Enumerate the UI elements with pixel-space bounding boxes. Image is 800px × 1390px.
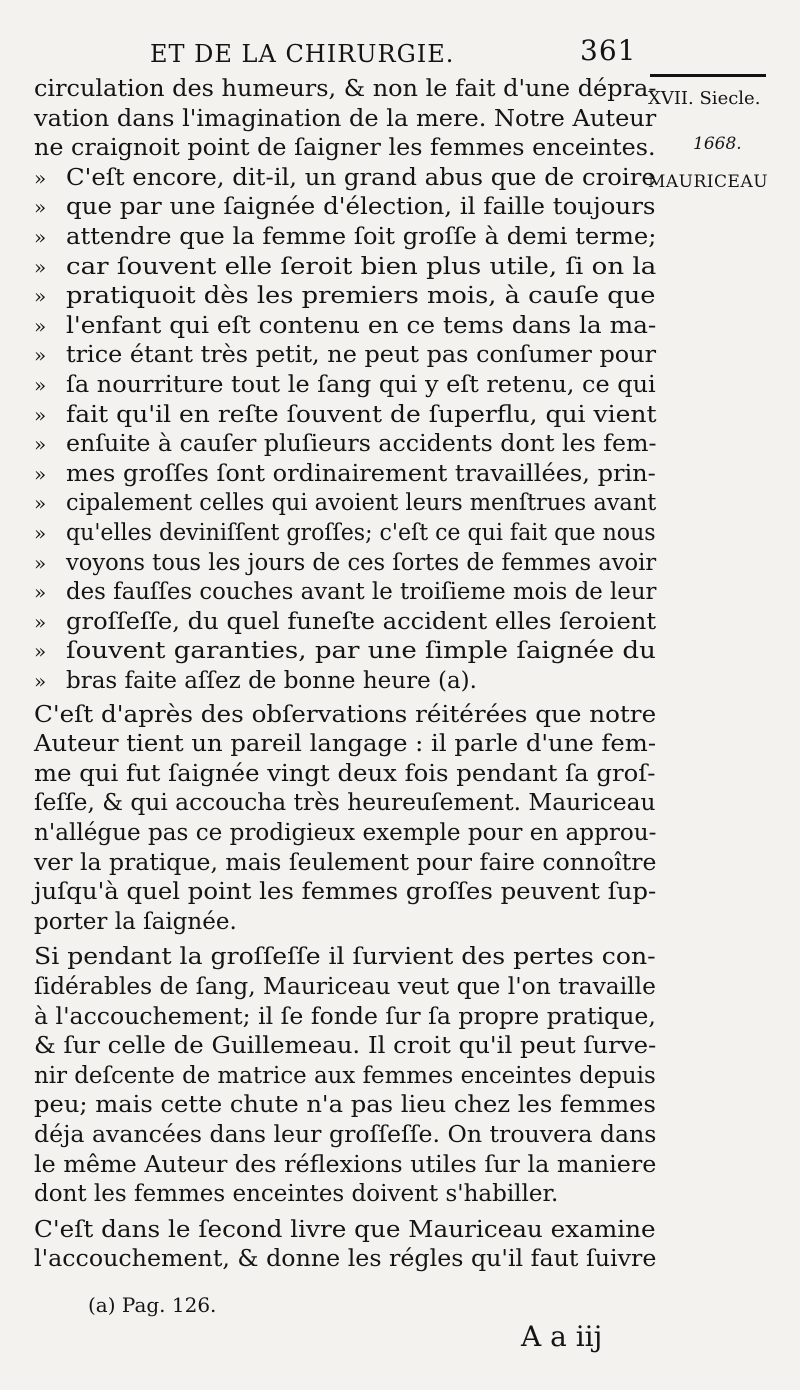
quote-mark: » (34, 461, 47, 486)
line-text: pratiquoit dès les premiers mois, à cauſe que (66, 283, 656, 310)
line-text: nir deſcente de matrice aux femmes enceintes depuis (34, 1062, 656, 1089)
line-text: peu; mais cette chute n'a pas lieu chez les femmes (34, 1092, 656, 1119)
line-text: ſa nourriture tout le ſang qui y eſt retenu, ce qui (66, 372, 656, 398)
text-line (34, 488, 656, 518)
text-line (34, 133, 656, 163)
margin-rule (650, 74, 766, 77)
quote-mark: » (34, 402, 47, 427)
text-line (34, 1002, 656, 1032)
margin-note-name: MAURICEAU (648, 172, 769, 192)
text-line (34, 1090, 656, 1120)
line-text: dont les femmes enceintes doivent s'habiller. (34, 1181, 559, 1208)
line-text: C'eſt encore, dit-il, un grand abus que de croire (66, 164, 656, 191)
line-text: bras faite aſſez de bonne heure (a). (66, 668, 477, 694)
text-line (34, 907, 656, 937)
text-line (34, 548, 656, 578)
text-line (34, 252, 656, 282)
quote-mark: » (34, 639, 47, 664)
text-line (34, 400, 656, 430)
text-line (34, 163, 656, 193)
quote-mark: » (34, 491, 47, 516)
quote-mark: » (34, 669, 47, 693)
margin-note-year: 1668. (693, 134, 742, 154)
text-line (34, 1150, 656, 1180)
running-header (150, 34, 650, 74)
quote-mark: » (34, 550, 47, 575)
text-line (34, 311, 656, 341)
running-title: ET DE LA CHIRURGIE. (150, 40, 455, 68)
quote-mark: » (34, 343, 47, 368)
text-line (34, 1244, 656, 1274)
line-text: C'eſt d'après des obſervations réitérées que notre (34, 701, 657, 728)
line-text: circulation des humeurs, & non le fait d'une dépra- (34, 76, 657, 102)
line-text: vation dans l'imagination de la mere. Notre Auteur (34, 105, 657, 132)
quote-mark: » (34, 284, 47, 309)
line-text: ver la pratique, mais ſeulement pour faire connoître (34, 849, 657, 876)
text-line (34, 700, 656, 730)
line-text: l'accouchement, & donne les régles qu'il faut ſuivre (34, 1246, 657, 1273)
line-text: des fauſſes couches avant le troiſieme mois de leur (66, 579, 657, 606)
quote-mark: » (34, 254, 47, 279)
line-text: ſeſſe, & qui accoucha très heureuſement. Mauriceau (34, 790, 656, 817)
quote-mark: » (34, 373, 47, 397)
line-text: cipalement celles qui avoient leurs menſtrues avant (66, 490, 657, 517)
quote-mark: » (34, 609, 47, 634)
text-line (34, 518, 656, 548)
line-text: juſqu'à quel point les femmes groſſes peuvent ſup- (34, 879, 657, 906)
line-text: porter la ſaignée. (34, 908, 237, 935)
line-text: enſuite à cauſer pluſieurs accidents dont les fem- (66, 431, 657, 458)
text-line (34, 666, 656, 696)
text-line (34, 636, 656, 666)
text-line (34, 729, 656, 759)
line-text: me qui fut ſaignée vingt deux fois pendant ſa groſ- (34, 760, 656, 787)
line-text: le même Auteur des réflexions utiles ſur la maniere (34, 1151, 657, 1178)
line-text: C'eſt dans le ſecond livre que Mauriceau examine (34, 1216, 656, 1243)
line-text: à l'accouchement; il ſe fonde ſur ſa propre pratique, (34, 1003, 656, 1030)
text-line (34, 74, 656, 104)
text-line (34, 104, 656, 134)
quote-mark: » (34, 195, 47, 220)
line-text: fait qu'il en reſte ſouvent de ſuperflu, qui vient (66, 401, 657, 428)
page-number: 361 (580, 34, 637, 67)
line-text: ne craignoit point de ſaigner les femmes enceintes. (34, 135, 656, 162)
line-text: n'allégue pas ce prodigieux exemple pour en approu- (34, 820, 657, 846)
line-text: qu'elles deviniſſent groſſes; c'eſt ce qui fait que nous (66, 520, 656, 546)
line-text: groſſeſſe, du quel funeſte accident elles ſeroient (66, 608, 657, 635)
text-line (34, 877, 656, 907)
text-line (34, 788, 656, 818)
line-text: ſouvent garanties, par une ſimple ſaignée du (66, 638, 656, 665)
text-line (34, 1179, 656, 1209)
text-line (34, 370, 656, 400)
line-text: car ſouvent elle ſeroit bien plus utile, ſi on la (66, 253, 657, 280)
text-line (34, 281, 656, 311)
text-line (34, 607, 656, 637)
text-line (34, 972, 656, 1002)
line-text: & ſur celle de Guillemeau. Il croit qu'il peut ſurve- (34, 1033, 657, 1060)
line-text: l'enfant qui eſt contenu en ce tems dans la ma- (66, 312, 657, 339)
line-text: que par une ſaignée d'élection, il faille toujours (66, 194, 656, 221)
line-text: Si pendant la groſſeſſe il ſurvient des pertes con- (34, 944, 656, 971)
text-line (34, 1120, 656, 1150)
line-text: trice étant très petit, ne peut pas conſumer pour (66, 342, 657, 369)
quote-mark: » (34, 313, 47, 338)
line-text: Auteur tient un pareil langage : il parle d'une fem- (34, 731, 657, 758)
quote-mark: » (34, 225, 47, 249)
margin-note-century: XVII. Siecle. (648, 88, 761, 109)
line-text: ſidérables de ſang, Mauriceau veut que l'on travaille (34, 974, 656, 1000)
line-text: déja avancées dans leur groſſeſſe. On trouvera dans (34, 1122, 657, 1148)
text-line (34, 222, 656, 252)
quote-mark: » (34, 165, 47, 190)
text-line (34, 818, 656, 848)
quote-mark: » (34, 432, 47, 457)
text-line (34, 1215, 656, 1245)
footnote: (a) Pag. 126. (88, 1293, 217, 1317)
line-text: attendre que la femme ſoit groſſe à demi terme; (66, 224, 657, 250)
text-line (34, 1061, 656, 1091)
line-text: voyons tous les jours de ces ſortes de femmes avoir (66, 549, 657, 576)
quote-mark: » (34, 580, 47, 605)
text-line (34, 759, 656, 789)
text-line (34, 429, 656, 459)
signature-mark: A a iij (521, 1320, 603, 1353)
text-line (34, 192, 656, 222)
quote-mark: » (34, 521, 47, 545)
text-line (34, 459, 656, 489)
text-line (34, 848, 656, 878)
text-line (34, 577, 656, 607)
line-text: mes groſſes ſont ordinairement travaillées, prin- (66, 460, 656, 487)
text-line (34, 942, 656, 972)
text-line (34, 1031, 656, 1061)
text-line (34, 340, 656, 370)
